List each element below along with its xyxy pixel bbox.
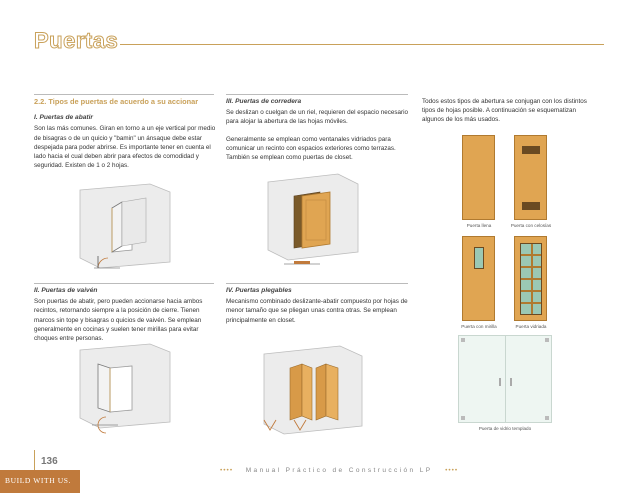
section-plegables [226, 286, 410, 325]
section-corredera [226, 97, 410, 162]
divider [34, 94, 214, 95]
swing-symbol-icon [92, 250, 122, 272]
caption-solid-door: Puerta llena [466, 223, 492, 228]
section-heading: 2.2. Tipos de puertas de acuerdo a su accionar [34, 97, 199, 106]
corredera-body-1: Se deslizan o cuelgan de un riel, requieren del espacio necesario para alojar la abertura de las hojas móviles. [226, 109, 409, 126]
divider [226, 283, 408, 284]
abatir-title: I. Puertas de abatir [34, 114, 93, 122]
divider [226, 94, 408, 95]
corredera-title: III. Puertas de corredera [226, 98, 302, 105]
sliding-symbol-icon [282, 257, 322, 271]
footer-dots-left: •••• [220, 467, 234, 474]
abatir-body: Son las más comunes. Giran en torno a un eje vertical por medio de bisagras o de un quicio y "bamin" un ánsaque debe estar despejada para poder abrirse. Es importante tener en cuenta el lado hacia el cual deben abrir para efectos de comodidad y seguridad. Existen de 1 o 2 hojas. [34, 125, 216, 170]
folding-symbol-icon [262, 416, 318, 432]
tempered-glass-door-illustration [458, 335, 552, 423]
vaiven-title: II. Puertas de vaivén [34, 287, 98, 294]
caption-tempered-glass-door: Puerta de vidrio templado [478, 426, 532, 431]
louvered-door-illustration [514, 135, 547, 220]
solid-door-illustration [462, 135, 495, 220]
abatir-door-illustration [70, 180, 180, 270]
caption-glazed-door: Puerta vidriada [515, 324, 547, 329]
section-abatir [34, 97, 216, 170]
footer-vertical-rule [34, 450, 35, 470]
caption-vision-door: Puerta con mirilla [461, 324, 497, 329]
vaiven-door-illustration [70, 340, 180, 430]
footer-dots-right: •••• [445, 467, 459, 474]
double-swing-symbol-icon [90, 414, 120, 436]
corredera-body-2: Generalmente se emplean como ventanales vidriados para comunicar un recinto con espacios exteriores como terrazas. También se emplean como puertas de closet. [226, 135, 396, 162]
page-number: 136 [41, 456, 58, 467]
plegables-body: Mecanismo combinado deslizante-abatir compuesto por hojas de menor tamaño que se pliegan unas contra otras. Se emplean principalmente en closet. [226, 298, 408, 324]
vision-panel-door-illustration [462, 236, 495, 321]
plegables-title: IV. Puertas plegables [226, 287, 292, 294]
intro-right: Todos estos tipos de abertura se conjugan con los distintos tipos de hojas posible. A continuación se esquematizan algunos de los más usados. [422, 98, 587, 124]
footer-manual-title [220, 467, 458, 474]
section-vaiven [34, 286, 216, 343]
sliding-door-illustration [258, 170, 368, 262]
brand-tag: BUILD WITH US. [0, 470, 80, 493]
glazed-door-illustration [514, 236, 547, 321]
footer-manual-text: Manual Práctico de Construcción LP [245, 467, 433, 474]
vaiven-body: Son puertas de abatir, pero pueden accionarse hacia ambos recintos, retornando siempre a la posición de cierre. Tienen marcos sin tope y bisagras o quicios de vaivén. Se emplean generalmente en cocinas y suelen tener mirillas para evitar choques entre personas. [34, 298, 203, 343]
page-title: Puertas [34, 28, 119, 53]
divider [34, 283, 214, 284]
title-rule [120, 44, 604, 45]
caption-louvered-door: Puerta con celosías [510, 223, 552, 228]
